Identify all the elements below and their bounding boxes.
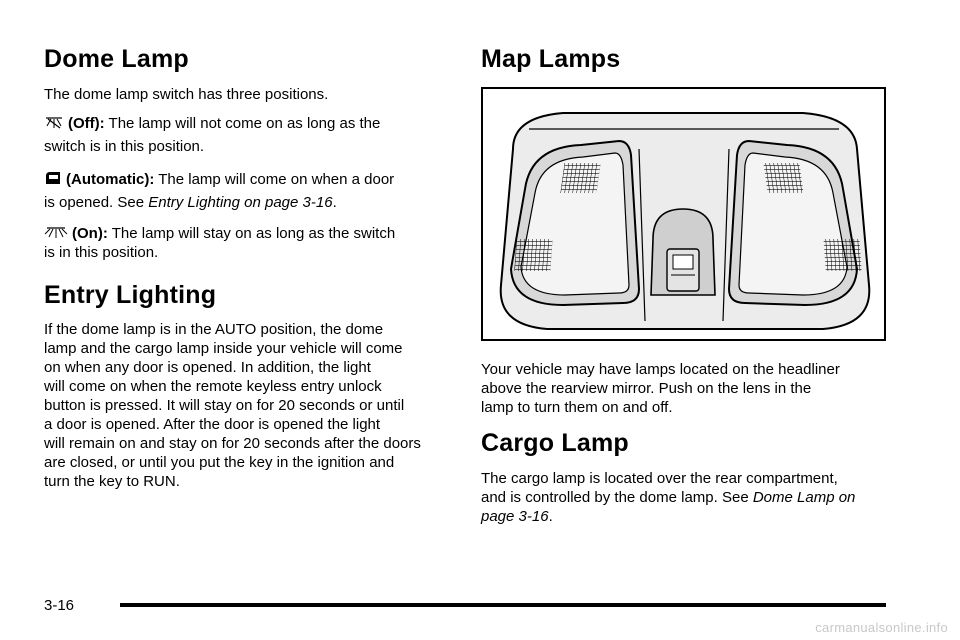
- map-lamps-body: [481, 360, 921, 417]
- off-text-b: switch is in this position.: [44, 138, 205, 155]
- on-paragraph: [44, 224, 464, 262]
- on-text-b: is in this position.: [44, 244, 159, 261]
- map-line: above the rearview mirror. Push on the lens in the: [481, 380, 812, 397]
- entry-lighting-heading: Entry Lighting: [44, 281, 217, 309]
- entry-line: lamp and the cargo lamp inside your vehicle will come: [44, 340, 403, 357]
- dome-lamp-intro: The dome lamp switch has three positions.: [44, 86, 329, 103]
- entry-line: button is pressed. It will stay on for 20 seconds or until: [44, 397, 405, 414]
- entry-line: will remain on and stay on for 20 seconds after the doors: [44, 435, 421, 452]
- dome-lamp-heading: Dome Lamp: [44, 45, 189, 73]
- cargo-lamp-body: The cargo lamp is located over the rear compartment, and is controlled by the dome lamp. See Dome Lamp on page 3-16.: [481, 470, 856, 525]
- lamp-on-icon: [44, 226, 68, 239]
- watermark: carmanualsonline.info: [815, 620, 948, 635]
- entry-line: on when any door is opened. In addition, the light: [44, 359, 371, 376]
- off-term: (Off):: [68, 115, 105, 132]
- automatic-text-a: The lamp will come on when a door: [154, 171, 395, 188]
- entry-lighting-reference[interactable]: Entry Lighting on page 3-16: [148, 194, 333, 211]
- entry-line: turn the key to RUN.: [44, 473, 180, 490]
- entry-lighting-body: [44, 320, 464, 491]
- off-paragraph: [44, 114, 464, 156]
- automatic-text-b: is opened. See: [44, 194, 149, 211]
- automatic-paragraph: (Automatic): The lamp will come on when a door is opened. See Entry Lighting on page 3-16.: [44, 171, 395, 211]
- entry-line: If the dome lamp is in the AUTO position, the dome: [44, 321, 384, 338]
- map-lamp-drawing: [483, 89, 884, 339]
- footer-rule: [120, 603, 886, 607]
- entry-line: a door is opened. After the door is opened the light: [44, 416, 381, 433]
- map-lamps-heading: Map Lamps: [481, 45, 621, 73]
- entry-line: will come on when the remote keyless entry unlock: [44, 378, 382, 395]
- on-text-a: The lamp will stay on as long as the switch: [107, 225, 396, 242]
- map-line: Your vehicle may have lamps located on the headliner: [481, 361, 840, 378]
- automatic-term: (Automatic):: [66, 171, 155, 188]
- map-lamps-illustration: [481, 87, 886, 341]
- dome-lamp-reference-page[interactable]: page 3-16: [481, 508, 549, 525]
- cargo-lamp-heading: Cargo Lamp: [481, 429, 629, 457]
- page-number: 3-16: [44, 597, 75, 614]
- entry-line: are closed, or until you put the key in the ignition and: [44, 454, 395, 471]
- off-text-a: The lamp will not come on as long as the: [104, 115, 381, 132]
- lamp-off-icon: [44, 116, 64, 129]
- door-automatic-icon: [44, 171, 62, 185]
- map-line: lamp to turn them on and off.: [481, 399, 673, 416]
- on-term: (On):: [72, 225, 108, 242]
- dome-lamp-reference[interactable]: Dome Lamp on: [752, 489, 856, 506]
